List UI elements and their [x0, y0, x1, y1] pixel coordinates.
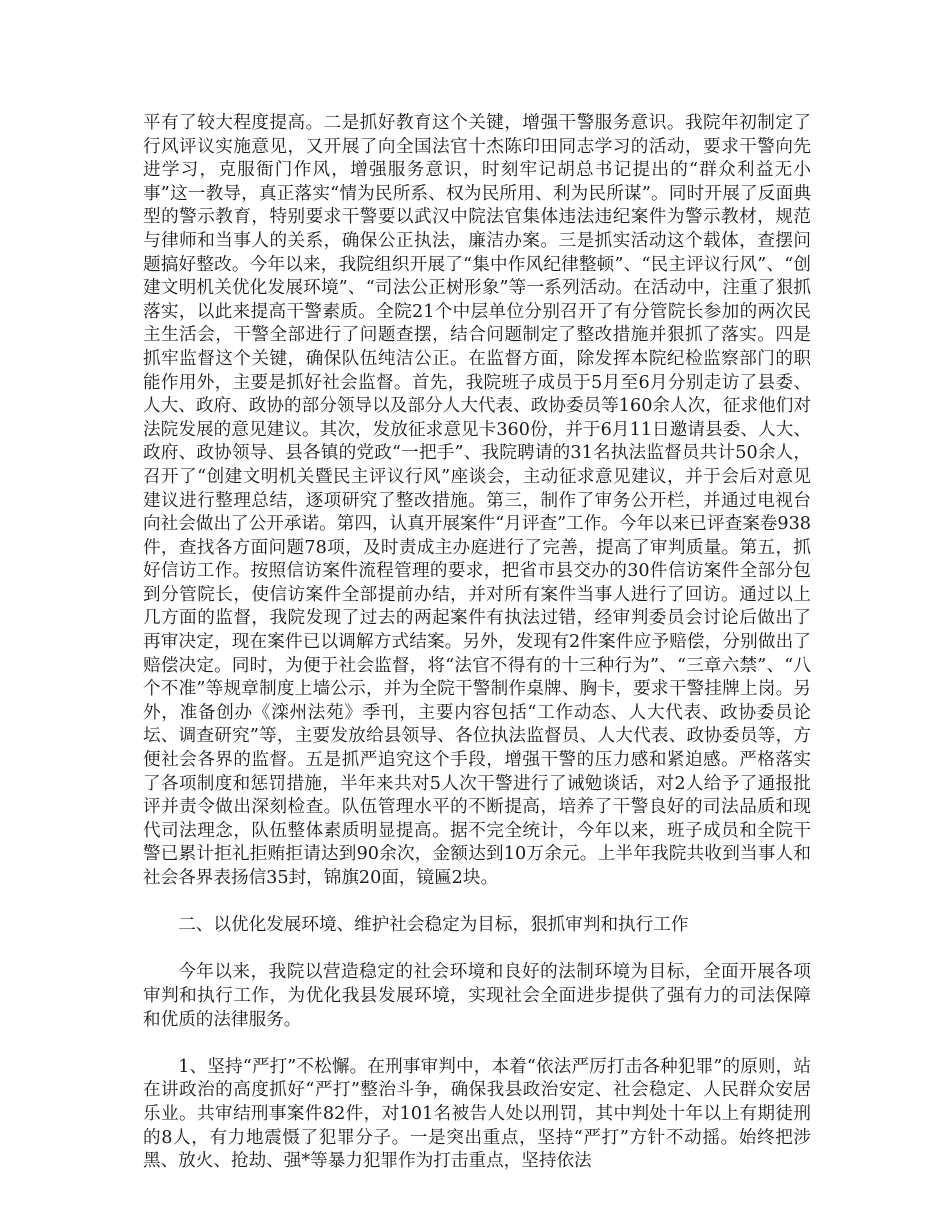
body-paragraph: 今年以来，我院以营造稳定的社会环境和良好的法制环境为目标，全面开展各项审判和执行工作，为优化我县发展环境，实现社会全面进步提供了强有力的司法保障和优质的法律服务。 — [143, 962, 811, 1030]
paragraph-spacer — [143, 938, 811, 962]
document-page — [143, 112, 811, 1174]
body-paragraph: 平有了较大程度提高。二是抓好教育这个关键，增强干警服务意识。我院年初制定了行风评议实施意见，又开展了向全国法官十杰陈印田同志学习的活动，要求干警向先进学习，克服衙门作风，增强服务意识，时刻牢记胡总书记提出的“群众利益无小事”这一教导，真正落实“情为民所系、权为民所用、利为民所谋”。同时开展了反面典型的警示教育，特别要求干警要以武汉中院法官集体违法违纪案件为警示教材，规范与律师和当事人的关系，确保公正执法，廉洁办案。三是抓实活动这个载体，查摆问题搞好整改。今年以来，我院组织开展了“集中作风纪律整顿”、“民主评议行风”、“创建文明机关优化发展环境”、“司法公正树形象”等一系列活动。在活动中，注重了狠抓落实，以此来提高干警素质。全院21个中层单位分别召开了有分管院长参加的两次民主生活会，干警全部进行了问题查摆，结合问题制定了整改措施并狠抓了落实。四是抓牢监督这个关键，确保队伍纯洁公正。在监督方面，除发挥本院纪检监察部门的职能作用外，主要是抓好社会监督。首先，我院班子成员于5月至6月分别走访了县委、人大、政府、政协的部分领导以及部分人大代表、政协委员等160余人次，征求他们对法院发展的意见建议。其次，发放征求意见卡360份，并于6月11日邀请县委、人大、政府、政协领导、县各镇的党政“一把手”、我院聘请的31名执法监督员共计50余人，召开了“创建文明机关暨民主评议行风”座谈会，主动征求意见建议，并于会后对意见建议进行整理总结，逐项研究了整改措施。第三，制作了审务公开栏，并通过电视台向社会做出了公开承诺。第四，认真开展案件“月评查”工作。今年以来已评查案卷938件，查找各方面问题78项，及时责成主办庭进行了完善，提高了审判质量。第五，抓好信访工作。按照信访案件流程管理的要求，把省市县交办的30件信访案件全部分包到分管院长，使信访案件全部提前办结，并对所有案件当事人进行了回访。通过以上几方面的监督，我院发现了过去的两起案件有执法过错，经审判委员会讨论后做出了再审决定，现在案件已以调解方式结案。另外，发现有2件案件应予赔偿，分别做出了赔偿决定。同时，为便于社会监督，将“法官不得有的十三种行为”、“三章六禁”、“八个不准”等规章制度上墙公示，并为全院干警制作桌牌、胸卡，要求干警挂牌上岗。另外，准备创办《滦州法苑》季刊，主要内容包括“工作动态、人大代表、政协委员论坛、调查研究”等，主要发放给县领导、各位执法监督员、人大代表、政协委员等，方便社会各界的监督。五是抓严追究这个手段，增强干警的压力感和紧迫感。严格落实了各项制度和惩罚措施，半年来共对5人次干警进行了诫勉谈话，对2人给予了通报批评并责令做出深刻检查。队伍管理水平的不断提高，培养了干警良好的司法品质和现代司法理念，队伍整体素质明显提高。据不完全统计，今年以来，班子成员和全院干警已累计拒礼拒贿拒请达到90余次，金额达到10万余元。上半年我院共收到当事人和社会各界表扬信35封，锦旗20面，镜匾2块。 — [143, 113, 811, 888]
paragraph-spacer — [143, 1032, 811, 1056]
body-paragraph: 1、坚持“严打”不松懈。在刑事审判中，本着“依法严厉打击各种犯罪”的原则，站在讲政治的高度抓好“严打”整治斗争，确保我县政治安定、社会稳定、人民群众安居乐业。共审结刑事案件82件，对101名被告人处以刑罚，其中判处十年以上有期徒刑的8人，有力地震慑了犯罪分子。一是突出重点，坚持“严打”方针不动摇。始终把涉黑、放火、抢劫、强*等暴力犯罪作为打击重点，坚持依法 — [143, 1056, 811, 1172]
section-heading: 二、以优化发展环境、维护社会稳定为目标，狠抓审判和执行工作 — [178, 915, 689, 936]
paragraph-spacer — [143, 891, 811, 915]
